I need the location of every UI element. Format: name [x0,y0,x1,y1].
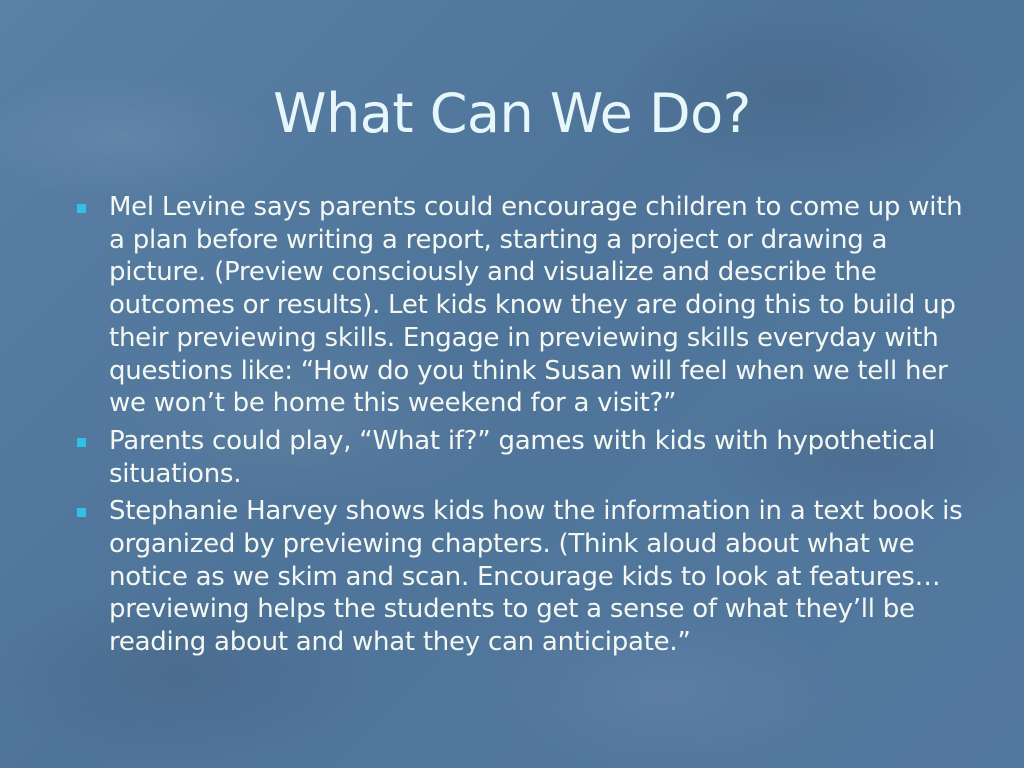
slide-title: What Can We Do? [273,82,751,145]
bullet-item [72,495,972,659]
bullet-text: Mel Levine says parents could encourage children to come up with a plan before writing a report, starting a project or drawing a picture. (Preview consciously and visualize and describe the outcomes or results). Let kids know they are doing this to build up their previewing skills. Engage in previewing skills everyday with questions like: “How do you think Susan will feel when we tell her we won’t be home this weekend for a visit?” [109,192,963,419]
bullet-text: Stephanie Harvey shows kids how the information in a text book is organized by previewing chapters. (Think aloud about what we notice as we skim and scan. Encourage kids to look at features…previewing helps the students to get a sense of what they’ll be reading about and what they can anticipate.” [109,496,963,658]
bullet-list [72,191,972,664]
bullet-item [72,191,972,420]
square-bullet-icon [77,438,86,447]
square-bullet-icon [77,204,86,213]
square-bullet-icon [77,508,86,517]
bullet-item [72,425,972,490]
bullet-text: Parents could play, “What if?” games with kids with hypothetical situations. [109,425,936,489]
